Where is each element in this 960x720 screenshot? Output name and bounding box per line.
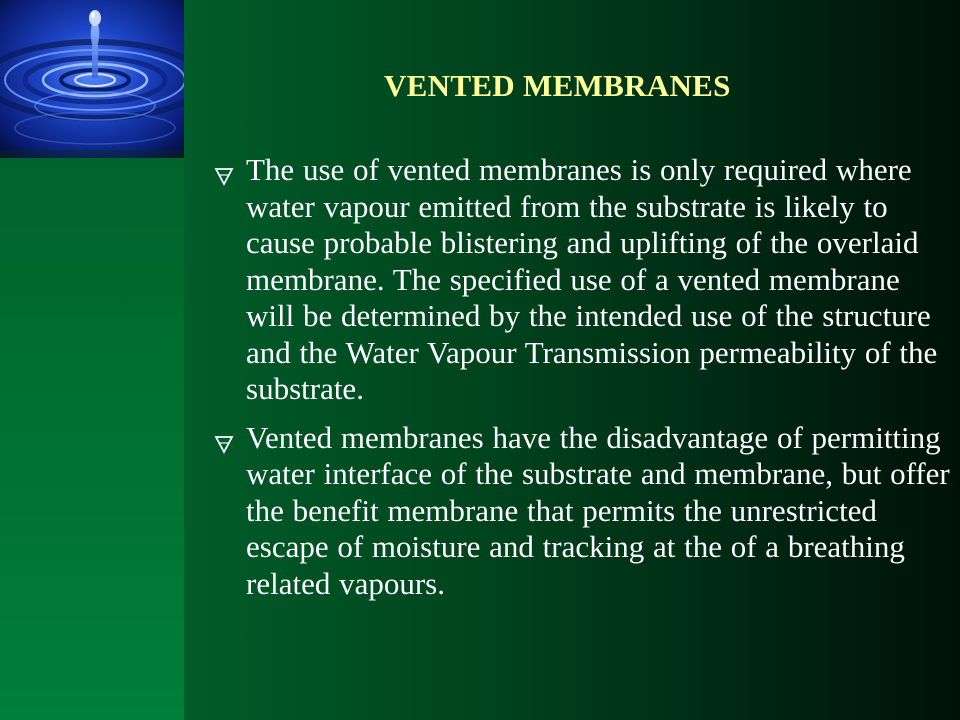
bullet-list [210,152,955,614]
bullet-item [210,420,955,603]
downward-triangle-bullet-icon [214,166,234,186]
water-drop-ripple-image [0,0,184,158]
bullet-item [210,152,955,408]
slide-title: VENTED MEMBRANES [384,68,731,103]
bullet-text: The use of vented membranes is only required where water vapour emitted from the substrate is likely to cause probable blistering and uplifting of the overlaid membrane. The specified use of a vented membrane will be determined by the intended use of the structure and the Water Vapour Transmission permeability of the substrate. [246,152,938,406]
bullet-text: Vented membranes have the disadvantage of permitting water interface of the substrate and membrane, but offer the benefit membrane that permits the unrestricted escape of moisture and tracking at the of a breathing related vapours. [246,419,950,601]
downward-triangle-bullet-icon [214,434,234,454]
